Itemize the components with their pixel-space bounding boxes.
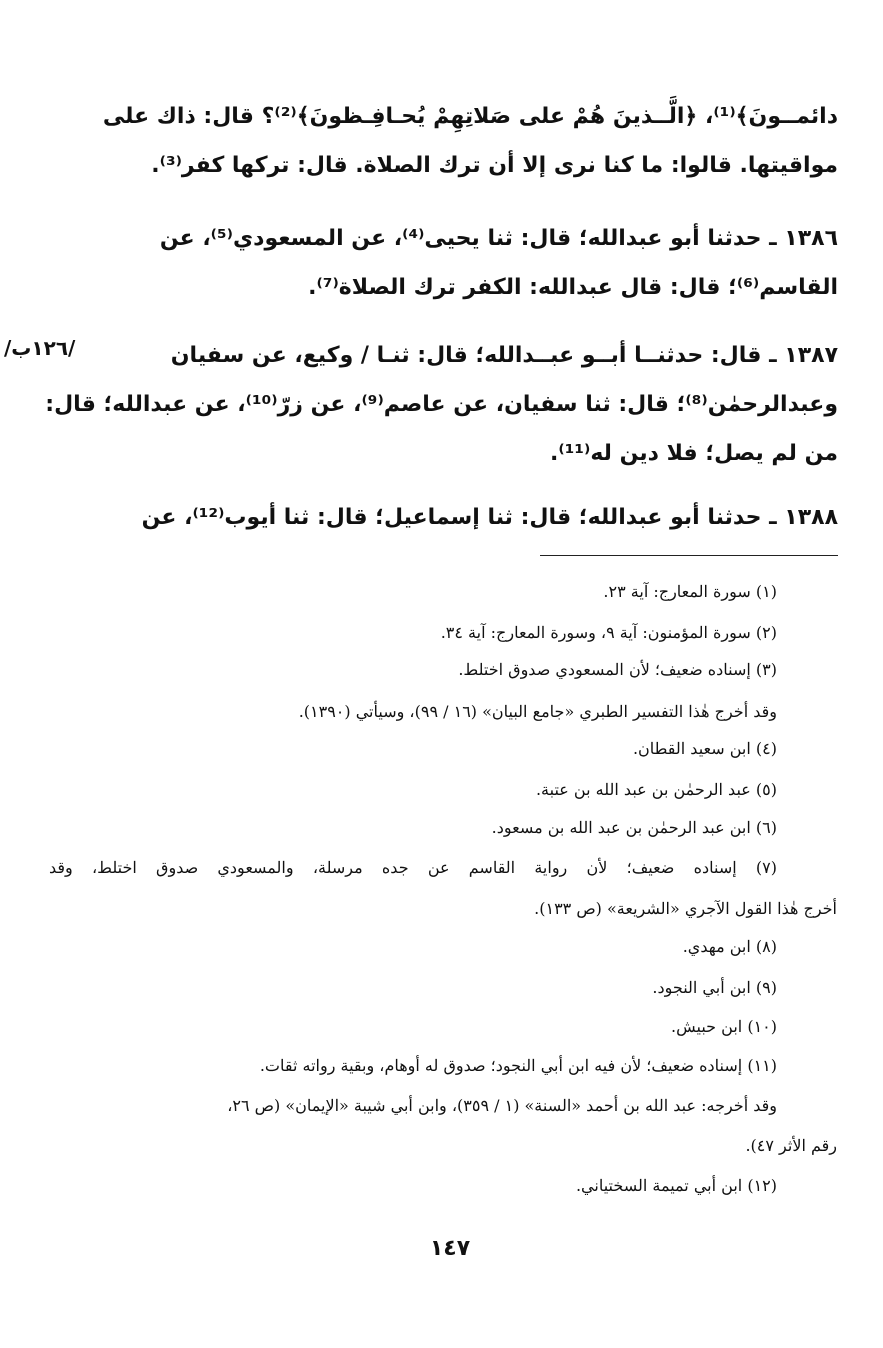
text-line: ١٣٨٦ ـ حدثنا أبو عبدالله؛ قال: ثنا يحيى⁽⁴⁾، عن المسعودي⁽⁵⁾، عن [159,226,838,251]
text-line: مواقيتها. قالوا: ما كنا نرى إلا أن ترك الصلاة. قال: تركها كفر⁽³⁾. [151,153,838,178]
text-line: من لم يصل؛ فلا دين له⁽¹¹⁾. [550,441,838,466]
paragraph-1 [102,92,838,190]
footnote-3: (٣) إسناده ضعيف؛ لأن المسعودي صدوق اختلط. [458,660,777,679]
footnote-7: (٧) إسناده ضعيف؛ لأن رواية القاسم عن جده مرسلة، والمسعودي صدوق اختلط، وقد [49,858,777,877]
footnote-3-continuation: وقد أخرج هٰذا التفسير الطبري «جامع البيان» (١٦ / ٩٩)، وسيأتي (١٣٩٠). [298,702,777,721]
margin-folio-note: /١٢٦ب/ [4,336,76,360]
footnote-6: (٦) ابن عبد الرحمٰن بن عبد الله بن مسعود. [491,818,777,837]
text-line: القاسم⁽⁶⁾؛ قال: قال عبدالله: الكفر ترك الصلاة⁽⁷⁾. [308,275,838,300]
footnote-2: (٢) سورة المؤمنون: آية ٩، وسورة المعارج: آية ٣٤. [440,623,777,642]
text-line: ١٣٨٧ ـ قال: حدثنــا أبــو عبــدالله؛ قال: ثنـا / وكيع، عن سفيان [170,343,838,368]
footnote-10: (١٠) ابن حبيش. [671,1017,777,1036]
text-line: دائمــونَ﴾⁽¹⁾، ﴿الَّــذينَ هُمْ على صَلاتِهِمْ يُحـافِـظونَ﴾⁽²⁾؟ قال: ذاك على [102,104,838,129]
paragraph-1388 [112,493,838,542]
footnote-separator [540,555,838,556]
page-number: ١٤٧ [429,1236,471,1261]
footnote-4: (٤) ابن سعيد القطان. [632,739,777,758]
footnote-11: (١١) إسناده ضعيف؛ لأن فيه ابن أبي النجود؛ صدوق له أوهام، وبقية رواته ثقات. [259,1056,777,1075]
footnote-11-continuation: وقد أخرجه: عبد الله بن أحمد «السنة» (١ / ٣٥٩)، وابن أبي شيبة «الإيمان» (ص ٢٦، [227,1096,777,1115]
text-line: ١٣٨٨ ـ حدثنا أبو عبدالله؛ قال: ثنا إسماعيل؛ قال: ثنا أيوب⁽¹²⁾، عن [141,505,838,530]
text-line: وعبدالرحمٰن⁽⁸⁾؛ قال: ثنا سفيان، عن عاصم⁽⁹⁾، عن زرّ⁽¹⁰⁾، عن عبدالله؛ قال: [45,392,838,417]
footnote-5: (٥) عبد الرحمٰن بن عبد الله بن عتبة. [535,780,777,799]
footnote-11-continuation-2: رقم الأثر ٤٧). [745,1136,837,1155]
footnote-1: (١) سورة المعارج: آية ٢٣. [603,582,777,601]
paragraph-1386 [112,214,838,312]
footnote-12: (١٢) ابن أبي تميمة السختياني. [575,1176,777,1195]
footnote-9: (٩) ابن أبي النجود. [652,978,777,997]
footnote-8: (٨) ابن مهدي. [682,937,777,956]
paragraph-1387 [45,331,838,478]
footnote-7-continuation: أخرج هٰذا القول الآجري «الشريعة» (ص ١٣٣). [534,899,837,918]
